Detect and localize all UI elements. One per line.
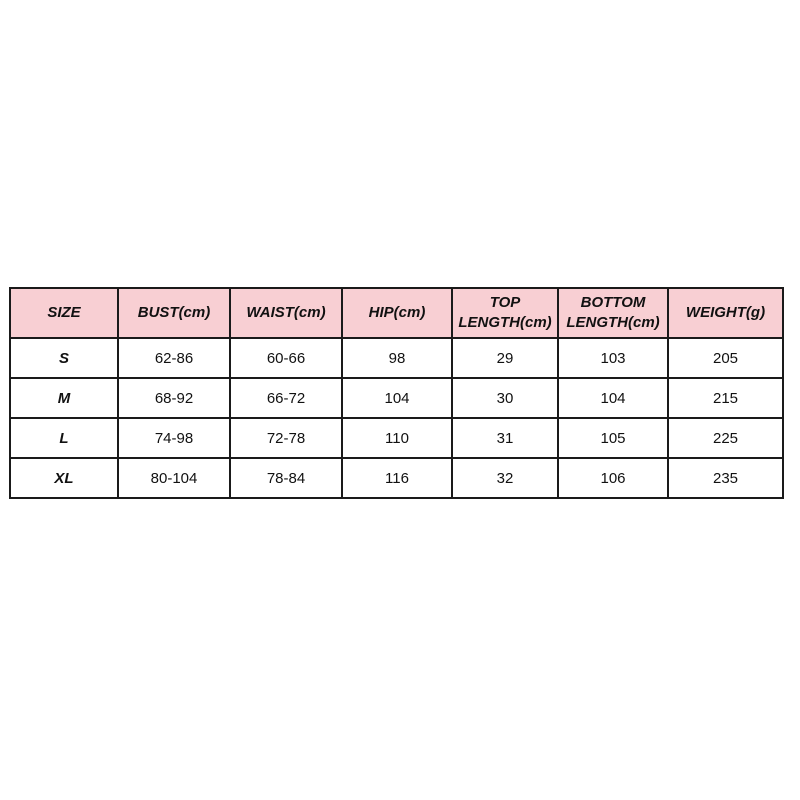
size-cell: L [10, 418, 118, 458]
top-length-cell: 29 [452, 338, 558, 378]
hip-cell: 98 [342, 338, 452, 378]
bust-cell: 80-104 [118, 458, 230, 498]
waist-cell: 60-66 [230, 338, 342, 378]
header-bottom-length-line2: LENGTH(cm) [566, 314, 660, 331]
table-row [10, 338, 783, 378]
header-weight [668, 288, 783, 338]
bottom-length-cell: 106 [558, 458, 668, 498]
bottom-length-cell: 104 [558, 378, 668, 418]
header-top-length-line2: LENGTH(cm) [458, 314, 552, 331]
top-length-cell: 32 [452, 458, 558, 498]
header-waist-label: WAIST(cm) [246, 304, 326, 321]
hip-cell: 110 [342, 418, 452, 458]
header-top-length-line1: TOP [489, 294, 521, 311]
waist-cell: 72-78 [230, 418, 342, 458]
hip-cell: 104 [342, 378, 452, 418]
table-row [10, 418, 783, 458]
bottom-length-cell: 103 [558, 338, 668, 378]
weight-cell: 225 [668, 418, 783, 458]
bottom-length-cell: 105 [558, 418, 668, 458]
bust-cell: 68-92 [118, 378, 230, 418]
header-waist [230, 288, 342, 338]
header-hip [342, 288, 452, 338]
size-cell: S [10, 338, 118, 378]
size-chart-table [9, 287, 784, 499]
weight-cell: 205 [668, 338, 783, 378]
header-size [10, 288, 118, 338]
hip-cell: 116 [342, 458, 452, 498]
bust-cell: 62-86 [118, 338, 230, 378]
table-row [10, 378, 783, 418]
header-bottom-length [558, 288, 668, 338]
table-header [10, 288, 783, 338]
header-weight-label: WEIGHT(g) [685, 304, 766, 321]
header-bottom-length-line1: BOTTOM [580, 294, 646, 311]
top-length-cell: 30 [452, 378, 558, 418]
size-cell: M [10, 378, 118, 418]
weight-cell: 215 [668, 378, 783, 418]
waist-cell: 78-84 [230, 458, 342, 498]
bust-cell: 74-98 [118, 418, 230, 458]
top-length-cell: 31 [452, 418, 558, 458]
weight-cell: 235 [668, 458, 783, 498]
header-bust-label: BUST(cm) [137, 304, 211, 321]
waist-cell: 66-72 [230, 378, 342, 418]
header-row [10, 288, 783, 338]
table-body [10, 338, 783, 498]
header-size-label: SIZE [47, 304, 81, 321]
header-top-length [452, 288, 558, 338]
size-cell: XL [10, 458, 118, 498]
header-bust [118, 288, 230, 338]
header-hip-label: HIP(cm) [368, 304, 426, 321]
table-row [10, 458, 783, 498]
